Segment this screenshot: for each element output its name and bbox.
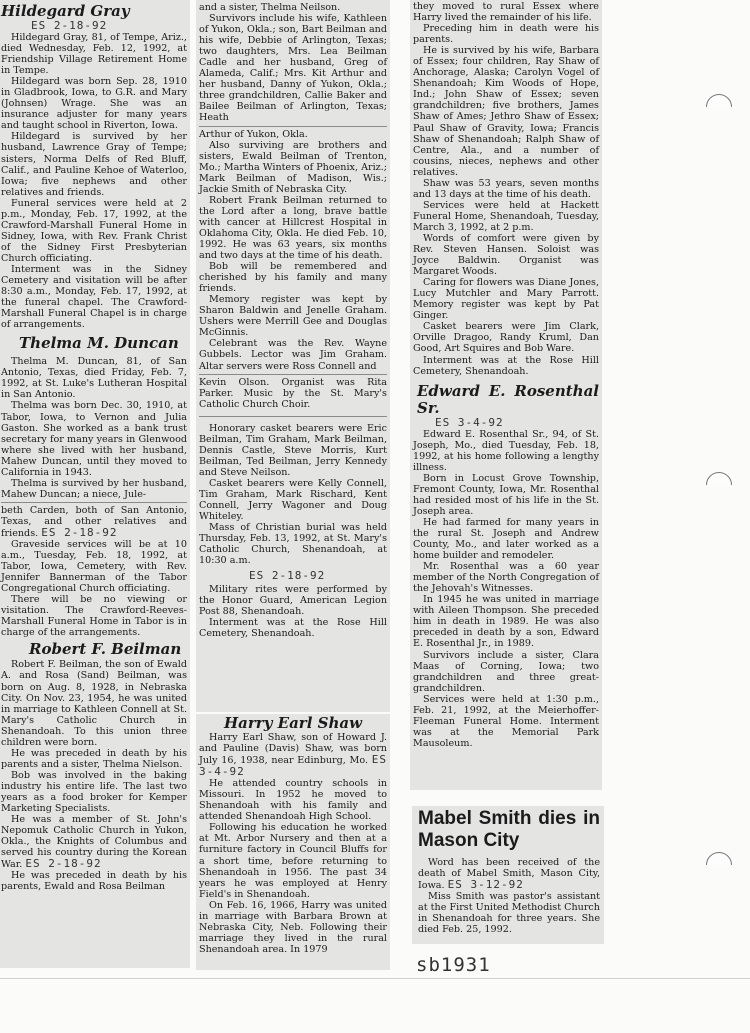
obit-text: Shaw was 53 years, seven months and 13 days at the time of his death. <box>413 177 599 200</box>
obit-heading-smith: Mabel Smith dies in Mason City <box>418 808 600 851</box>
page-edge <box>0 978 750 979</box>
obit-text: Hildegard is survived by her husband, Lawrence Gray of Tempe; sisters, Norma Delfs of Red Bluff, Calif., and Pauline Kehoe of Waterloo, Iowa; five nephews and other relatives and friends. <box>1 131 187 198</box>
obit-text: Interment was at the Rose Hill Cemetery, Shenandoah. <box>199 617 387 640</box>
binder-hole <box>706 94 732 120</box>
obit-text: Caring for flowers was Diane Jones, Lucy Mutchler and Mary Parrott. Memory register was kept by Pat Ginger. <box>413 277 599 322</box>
obit-text: Services were held at 1:30 p.m., Feb. 21, 1992, at the Meierhoffer-Fleeman Funeral Home. Interment was at the Memorial Park Mausoleum. <box>413 693 599 749</box>
page-number-mark: sb1931 <box>416 954 491 976</box>
obit-text: Following his education he worked at Mt. Arbor Nursery and then at a furniture factory in Council Bluffs for a short time, before returning to Shenandoah in 1956. The past 34 years he was employed at Henry Field's in Shenandoah. <box>199 822 387 900</box>
obit-text: Preceding him in death were his parents. <box>413 23 599 46</box>
clipping-shaw <box>196 714 390 970</box>
obit-text: Funeral services were held at 2 p.m., Monday, Feb. 17, 1992, at the Crawford-Marshall Funeral Home in Sidney, Iowa, with Rev. Frank Christ of the Sidney First Presbyterian Church officiating. <box>1 197 187 264</box>
handwritten-date-beilman: ES 2-18-92 <box>25 857 102 871</box>
obit-text: In 1945 he was united in marriage with Aileen Thompson. She preceded him in death in 1989. He was also preceded in death by a son, Edward E. Rosenthal Jr., in 1989. <box>413 594 599 650</box>
obit-text: and a sister, Thelma Neilson. <box>199 2 341 13</box>
obit-text: Celebrant was the Rev. Wayne Gubbels. Lector was Jim Graham. Altar servers were Ross Connell and <box>199 338 387 372</box>
obit-text: Harry Earl Shaw, son of Howard J. and Pauline (Davis) Shaw, was born July 16, 1938, near Edinburg, Mo. ES 3-4-92 <box>199 732 387 779</box>
obit-text: Mass of Christian burial was held Thursday, Feb. 13, 1992, at St. Mary's Catholic Church, Shenandoah, at 10:30 a.m. <box>199 522 387 567</box>
obit-text: He was a member of St. John's Nepomuk Catholic Church in Yukon, Okla., the Knights of Columbus and served his country during the Korean War. ES 2-18-92 <box>1 814 187 871</box>
obit-text: Hildegard was born Sep. 28, 1910 in Gladbrook, Iowa, to G.R. and Mary (Johnsen) Wrage. She was an insurance adjuster for many years and taught school in Riverton, Iowa. <box>1 76 187 132</box>
obit-heading-duncan: Thelma M. Duncan <box>19 334 179 353</box>
obit-text: Born in Locust Grove Township, Fremont County, Iowa, Mr. Rosenthal had resided most of his life in the St. Joseph area. <box>413 472 599 517</box>
obit-text: Thelma M. Duncan, 81, of San Antonio, Texas, died Friday, Feb. 7, 1992, at St. Luke's Lutheran Hospital in San Antonio. <box>1 356 187 401</box>
handwritten-date-rosenthal: ES 3-4-92 <box>435 415 504 429</box>
column-break <box>199 126 387 127</box>
obit-text: Honorary casket bearers were Eric Beilman, Tim Graham, Mark Beilman, Dennis Castle, Steve Morris, Kurt Beilman, Ted Beilman, Jerry Kennedy and Steve Neilson. <box>199 422 387 478</box>
binder-hole <box>706 472 732 498</box>
obit-text: Words of comfort were given by Rev. Steven Hansen. Soloist was Joyce Baldwin. Organist was Margaret Woods. <box>413 232 599 278</box>
obit-text: Hildegard Gray, 81, of Tempe, Ariz., died Wednesday, Feb. 12, 1992, at Friendship Village Retirement Home in Tempe. <box>1 32 187 77</box>
obit-text: Robert Frank Beilman returned to the Lord after a long, brave battle with cancer at Hillcrest Hospital in Oklahoma City, Okla. He died Feb. 10, 1992. He was 63 years, six months and two days at the time of his death. <box>199 194 387 262</box>
obit-text: Services were held at Hackett Funeral Home, Shenandoah, Tuesday, March 3, 1992, at 2 p.m. <box>413 199 599 233</box>
obit-text: Survivors include a sister, Clara Maas of Corning, Iowa; two grandchildren and three great-grandchildren. <box>413 649 599 694</box>
clipping-col-1 <box>0 0 190 968</box>
obit-text: Casket bearers were Kelly Connell, Tim Graham, Mark Rischard, Kent Connell, Jerry Wagoner and Doug Whiteley. <box>199 477 387 523</box>
obit-text: He was preceded in death by his parents and a sister, Thelma Nielson. <box>1 747 187 770</box>
obit-text: Thelma was born Dec. 30, 1910, at Tabor, Iowa, to Vernon and Julia Gaston. She worked as a bank trust secretary for many years in Glenwood where she lived with her husband, Mahew Duncan, until they moved to California in 1943. <box>1 400 187 478</box>
binder-hole <box>706 852 732 878</box>
handwritten-date-smith: ES 3-12-92 <box>447 878 524 892</box>
obit-heading-gray: Hildegard Gray <box>1 2 130 20</box>
obit-text: beth Carden, both of San Antonio, Texas, and other relatives and friends. ES 2-18-92 <box>1 504 187 539</box>
handwritten-date-shaw: ES 3-4-92 <box>199 753 387 779</box>
obit-text: Word has been received of the death of Mabel Smith, Mason City, Iowa. ES 3-12-92 <box>418 857 600 892</box>
obit-text: Graveside services will be at 10 a.m., Tuesday, Feb. 18, 1992, at Tabor, Iowa, Cemetery, with Rev. Jennifer Bannerman of the Tabor Congregational Church officiating. <box>1 539 187 595</box>
obit-text: Bob was involved in the baking industry his entire life. The last two years as a food broker for Kemper Marketing Specialists. <box>1 769 187 815</box>
obit-text: Bob will be remembered and cherished by his family and many friends. <box>199 261 387 295</box>
obit-text: There will be no viewing or visitation. The Crawford-Reeves-Marshall Funeral Home in Tabor is in charge of the arrangements. <box>1 594 187 639</box>
obit-text: He attended country schools in Missouri. In 1952 he moved to Shenandoah with his family and attended Shenandoah High School. <box>199 778 387 823</box>
obit-text: Kevin Olson. Organist was Rita Parker. Music by the St. Mary's Catholic Church Choir. <box>199 376 387 410</box>
column-break <box>199 416 387 417</box>
clipping-col-3 <box>410 0 602 790</box>
obit-text: He was preceded in death by his parents, Ewald and Rosa Beilman <box>1 870 187 893</box>
obit-text: He had farmed for many years in the rural St. Joseph and Andrew County, Mo., and later worked as a home builder and remodeler. <box>413 516 599 562</box>
obit-heading-beilman: Robert F. Beilman <box>29 640 182 659</box>
obit-text: Mr. Rosenthal was a 60 year member of the North Congregation of the Jehovah's Witnesses. <box>413 561 599 595</box>
obit-text: On Feb. 16, 1966, Harry was united in marriage with Barbara Brown at Nebraska City, Neb. Following their marriage they lived in the rural Shenandoah area. In 1979 <box>199 899 387 955</box>
column-break <box>1 502 187 503</box>
obit-text: Thelma is survived by her husband, Mahew Duncan; a niece, Jule- <box>1 477 187 500</box>
handwritten-date-beilman-2: ES 2-18-92 <box>249 569 326 583</box>
column-break <box>199 374 387 375</box>
clipping-smith <box>412 806 604 944</box>
handwritten-date-duncan: ES 2-18-92 <box>41 525 118 539</box>
obit-text: He is survived by his wife, Barbara of Essex; four children, Ray Shaw of Anchorage, Alaska; Carolyn Vogel of Shenandoah; Kim Woods of Hope, Ind.; John Shaw of Essex; seven grandchildren; five brothers, James Shaw of Ames; Jethro Shaw of Essex; Paul Shaw of Gravity, Iowa; Francis Shaw of Shenandoah; Ralph Shaw of Centre, Ala., and a number of cousins, nieces, nephews and other relatives. <box>413 45 599 178</box>
obit-text: Casket bearers were Jim Clark, Orville Dragoo, Randy Kruml, Dan Good, Art Squires and Bob Ware. <box>413 321 599 355</box>
obit-text: Edward E. Rosenthal Sr., 94, of St. Joseph, Mo., died Tuesday, Feb. 18, 1992, at his home following a lengthy illness. <box>413 428 599 473</box>
obit-text: Also surviving are brothers and sisters, Ewald Beilman of Trenton, Mo.; Martha Winters of Phoenix, Ariz.; Mark Beilman of Madison, Wis.; Jackie Smith of Nebraska City. <box>199 139 387 195</box>
clipping-col-2-top <box>196 0 390 712</box>
obit-text: Arthur of Yukon, Okla. <box>199 128 308 140</box>
obit-heading-rosenthal: Edward E. Rosenthal Sr. <box>417 381 599 417</box>
obit-heading-shaw: Harry Earl Shaw <box>224 714 362 732</box>
obit-text: Memory register was kept by Sharon Baldwin and Jenelle Graham. Ushers were Merrill Gee and Douglas McGinnis. <box>199 294 387 339</box>
obit-text: Interment was at the Rose Hill Cemetery, Shenandoah. <box>413 354 599 377</box>
obit-text: Miss Smith was pastor's assistant at the First United Methodist Church in Shenandoah for three years. She died Feb. 25, 1992. <box>418 891 600 936</box>
obit-text: they moved to rural Essex where Harry lived the remainder of his life. <box>413 1 599 24</box>
obit-text: Interment was in the Sidney Cemetery and visitation will be after 8:30 a.m., Monday, Feb. 17, 1992, at the funeral chapel. The Crawford-Marshall Funeral Chapel is in charge of arrangements. <box>1 263 187 331</box>
handwritten-date-gray: ES 2-18-92 <box>31 19 108 32</box>
obit-text: Survivors include his wife, Kathleen of Yukon, Okla.; son, Bart Beilman and his wife, Debbie of Arlington, Texas; two daughters, Mrs. Lea Beilman Cadle and her husband, Greg of Alameda, Calif.; Mrs. Kit Arthur and her husband, Danny of Yukon, Okla.; three grandchildren, Callie Baker and Bailee Beilman of Arlington, Texas; Heath <box>199 13 387 124</box>
obit-text: Robert F. Beilman, the son of Ewald A. and Rosa (Sand) Beilman, was born on Aug. 8, 1928, in Nebraska City. On Nov. 23, 1954, he was united in marriage to Kathleen Connell at St. Mary's Catholic Church in Shenandoah. To this union three children were born. <box>1 659 187 748</box>
obit-text: Military rites were performed by the Honor Guard, American Legion Post 88, Shenandoah. <box>199 584 387 618</box>
